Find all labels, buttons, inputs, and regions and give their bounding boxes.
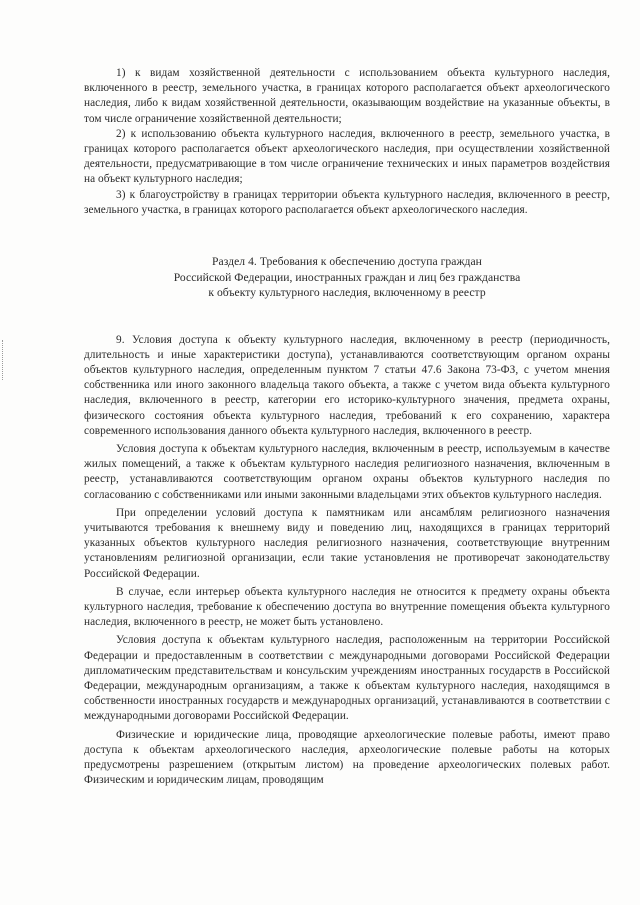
paragraph-clause-9: 9. Условия доступа к объекту культурного наследия, включенному в реестр (периодичность, длительность и иные характеристики доступа), устанавливаются соответствующим органом охраны объектов культурного наследия, определенным пунктом 7 статьи 47.6 Закона 73-ФЗ, с учетом мнения собственника или иного законного владельца такого объекта, а также с учетом вида объекта культурного наследия, включенного в реестр, категории его историко-культурного значения, предмета охраны, физического состояния объекта культурного наследия, требований к его сохранению, характера современного использования данного объекта культурного наследия, включенного в реестр. bbox=[84, 333, 610, 437]
section-heading-line-2: Российской Федерации, иностранных граждан и лиц без гражданства bbox=[173, 270, 521, 284]
paragraph-diplomatic-access: Условия доступа к объектам культурного наследия, расположенным на территории Российской Федерации и предоставленным в соответствии с международными договорами Российской Федерации дипломатическим представительствам и консульским учреждениям иностранных государств в Российской Федерации, международным организациям, а также к объектам культурного наследия, находящимся в собственности иностранных государств и международных организаций, устанавливаются в соответствии с международными договорами Российской Федерации. bbox=[84, 634, 610, 723]
document-body bbox=[84, 66, 610, 788]
paragraph-item-1: 1) к видам хозяйственной деятельности с использованием объекта культурного наследия, включенного в реестр, земельного участка, в границах которого располагается объект археологического наследия, либо к видам хозяйственной деятельности, оказывающим воздействие на указанные объекты, в том числе ограничение хозяйственной деятельности; bbox=[84, 67, 610, 125]
paragraph-item-2: 2) к использованию объекта культурного наследия, включенного в реестр, земельного участка, в границах которого располагается объект археологического наследия, при осуществлении хозяйственной деятельности, предусматривающие в том числе ограничение технических и иных параметров воздействия на объект культурного наследия; bbox=[84, 127, 610, 186]
paragraph-residential-access: Условия доступа к объектам культурного наследия, включенным в реестр, используемым в качестве жилых помещений, а также к объектам культурного наследия религиозного назначения, включенным в реестр, устанавливаются соответствующим органом охраны объектов культурного наследия по согласованию с собственниками или иными законными владельцами этих объектов культурного наследия. bbox=[84, 442, 610, 501]
paragraph-religious-access: При определении условий доступа к памятникам или ансамблям религиозного назначения учитываются требования к внешнему виду и поведению лиц, находящихся в границах территорий указанных объектов культурного наследия религиозного назначения, соответствующие внутренним установлениям религиозной организации, если такие установления не противоречат законодательству Российской Федерации. bbox=[84, 506, 610, 580]
paragraph-item-3: 3) к благоустройству в границах территории объекта культурного наследия, включенного в реестр, земельного участка, в границах которого располагается объект археологического наследия. bbox=[84, 188, 610, 216]
paragraph-archaeological-access: Физические и юридические лица, проводящие археологические полевые работы, имеют право доступа к объектам археологического наследия, археологические полевые работы на которых предусмотрены разрешением (открытым листом) на проведение археологических полевых работ. Физическим и юридическим лицам, проводящим bbox=[84, 728, 610, 787]
paragraph-interior-access: В случае, если интерьер объекта культурного наследия не относится к предмету охраны объекта культурного наследия, требование к обеспечению доступа во внутренние помещения объекта культурного наследия, включенного в реестр, не может быть установлено. bbox=[84, 585, 610, 629]
section-heading-line-3: к объекту культурного наследия, включенному в реестр bbox=[208, 286, 486, 300]
section-heading-line-1: Раздел 4. Требования к обеспечению доступа граждан bbox=[212, 255, 482, 269]
scan-margin-mark bbox=[2, 340, 6, 380]
section-heading bbox=[84, 254, 610, 301]
